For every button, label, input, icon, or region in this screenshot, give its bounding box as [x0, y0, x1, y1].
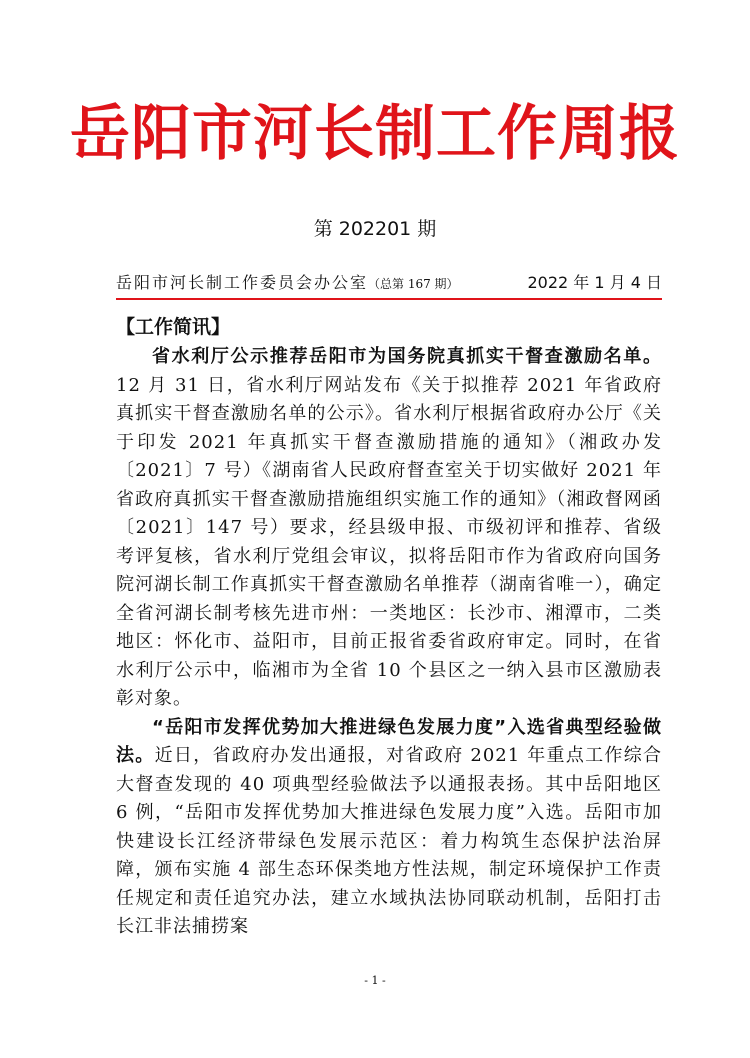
article-text-2: 近日，省政府办发出通报，对省政府 2021 年重点工作综合大督查发现的 40 项典型经验做法予以通报表扬。其中岳阳地区 6 例，“岳阳市发挥优势加大推进绿色发展力度”入选。岳阳市加快建设长江经济带绿色发展示范区：着力构筑生态保护法治屏障，颁布实施 4 部生态环保类地方性法规，制定环境保护工作责任规定和责任追究办法，建立水域执法协同联动机制，岳阳打击长江非法捕捞案 — [116, 745, 663, 937]
publication-meta — [116, 270, 662, 300]
section-heading: 【工作简讯】 — [116, 316, 231, 338]
red-divider-line — [116, 298, 662, 300]
article-headline-2: “岳阳市发挥优势加大推进绿色发展力度”入选省典型经验做法。 — [116, 716, 662, 766]
article-headline-1: 省水利厅公示推荐岳阳市为国务院真抓实干督查激励名单。 — [152, 346, 662, 367]
page-number: - 1 - — [364, 974, 386, 987]
newsletter-title: 岳阳市河长制工作周报 — [70, 99, 680, 169]
article-body — [116, 343, 662, 942]
article-paragraph-2 — [116, 714, 662, 942]
issuing-office: 岳阳市河长制工作委员会办公室（总第 167 期） — [116, 273, 459, 292]
article-text-1: 12 月 31 日，省水利厅网站发布《关于拟推荐 2021 年省政府真抓实干督查激励名单的公示》。省水利厅根据省政府办公厅《关于印发 2021 年真抓实干督查激励措施的通知》（湘政办发〔2021〕7 号）《湖南省人民政府督查室关于切实做好 2021 年省政府真抓实干督查激励措施组织实施工作的通知》（湘政督网函〔2021〕147 号）要求，经县级申报、市级初评和推荐、省级考评复核，省水利厅党组会审议，拟将岳阳市作为省政府向国务院河湖长制工作真抓实干督查激励名单推荐（湖南省唯一），确定全省河湖长制考核先进市州：一类地区：长沙市、湘潭市，二类地区：怀化市、益阳市，目前正报省委省政府审定。同时，在省水利厅公示中，临湘市为全省 10 个县区之一纳入县市区激励表彰对象。 — [116, 374, 662, 709]
article-paragraph-1 — [116, 343, 662, 714]
issue-number: 第 202201 期 — [313, 218, 437, 240]
serial-number: （总第 167 期） — [368, 277, 459, 291]
publication-date: 2022 年 1 月 4 日 — [527, 273, 662, 292]
